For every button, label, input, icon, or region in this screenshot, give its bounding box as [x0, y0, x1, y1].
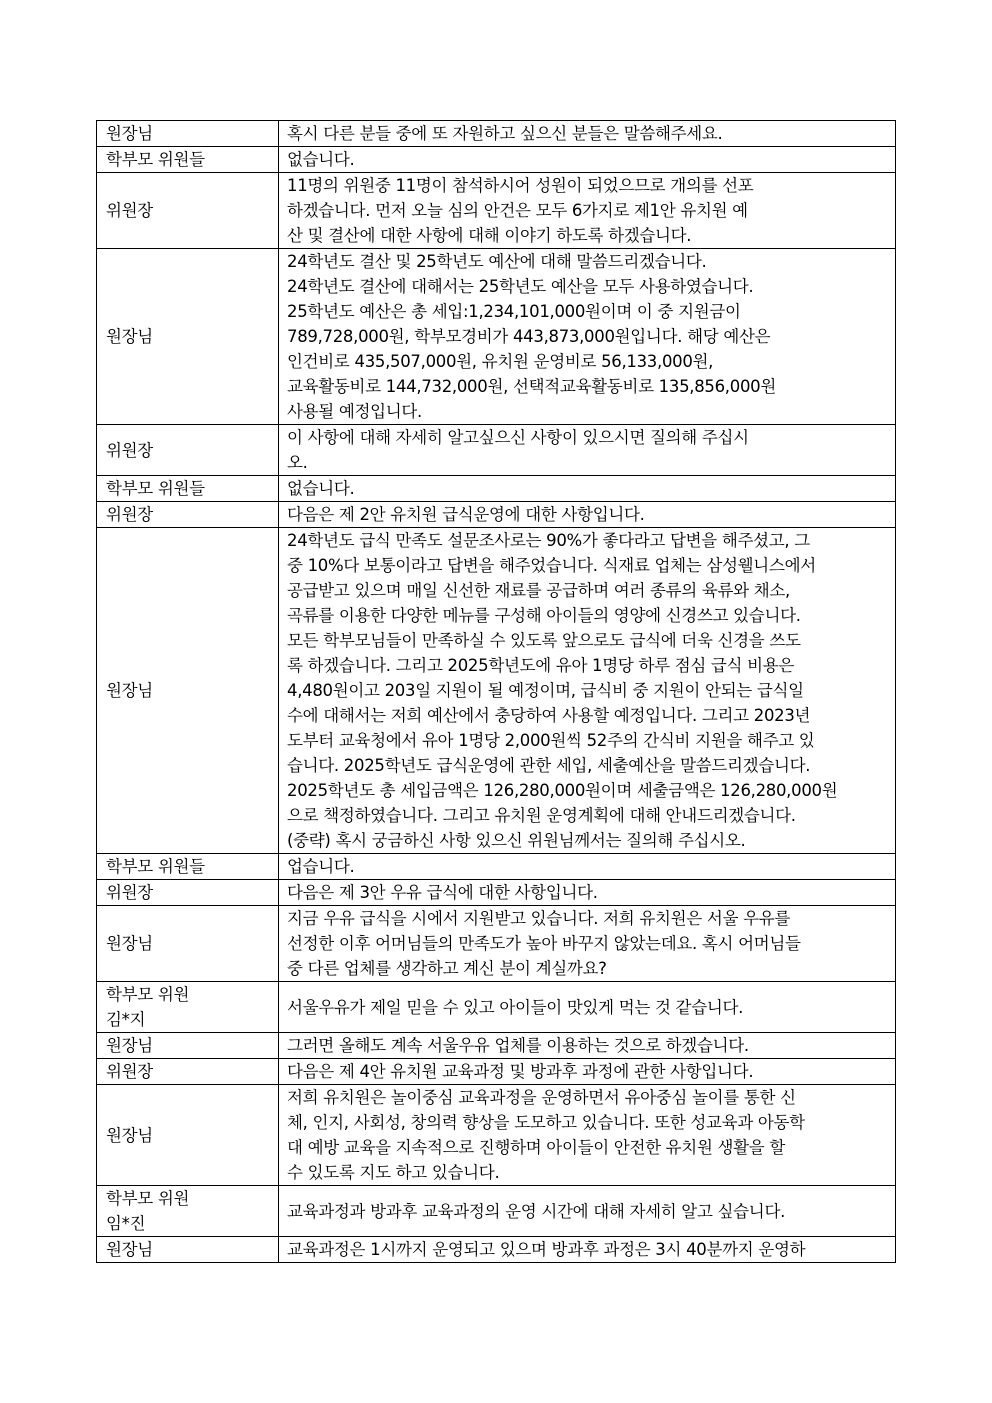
- table-row: [97, 425, 896, 476]
- speaker-label-line: 학부모 위원: [106, 1189, 190, 1208]
- speech-line: 혹시 다른 분들 중에 또 자원하고 싶으신 분들은 말씀해주세요.: [287, 124, 723, 143]
- speech-line: (중략) 혹시 궁금하신 사항 있으신 위원님께서는 질의해 주십시오.: [287, 831, 746, 850]
- speaker-cell: [97, 1059, 279, 1085]
- speech-line: 중 10%다 보통이라고 답변을 해주었습니다. 식재료 업체는 삼성웰니스에서: [287, 556, 816, 575]
- speech-line: 선정한 이후 어머님들의 만족도가 높아 바꾸지 않았는데요. 혹시 어머님들: [287, 934, 801, 953]
- speech-cell: [279, 147, 896, 173]
- speaker-cell: [97, 1186, 279, 1237]
- speech-line: 공급받고 있으며 매일 신선한 재료를 공급하며 여러 종류의 육류와 채소,: [287, 581, 790, 600]
- speech-line: 사용될 예정입니다.: [287, 402, 423, 421]
- speech-cell: [279, 528, 896, 854]
- speech-line: 2025학년도 총 세입금액은 126,280,000원이며 세출금액은 126,280,000원: [287, 781, 838, 800]
- speech-line: 789,728,000원, 학부모경비가 443,873,000원입니다. 해당 예산은: [287, 327, 771, 346]
- speech-line: 25학년도 예산은 총 세입:1,234,101,000원이며 이 중 지원금이: [287, 302, 741, 321]
- speaker-label: 위원장: [106, 505, 153, 524]
- table-row: [97, 1237, 896, 1263]
- speech-line: 도부터 교육청에서 유아 1명당 2,000원씩 52주의 간식비 지원을 해주고 있: [287, 731, 815, 750]
- speaker-cell: [97, 425, 279, 476]
- speech-line: 다음은 제 3안 우유 급식에 대한 사항입니다.: [287, 883, 598, 902]
- speech-cell: [279, 1237, 896, 1263]
- speech-cell: [279, 249, 896, 425]
- minutes-body: [97, 121, 896, 1263]
- speaker-cell: [97, 1033, 279, 1059]
- meeting-minutes-table: [96, 120, 896, 1263]
- speech-line: 수 있도록 지도 하고 있습니다.: [287, 1163, 500, 1182]
- table-row: [97, 982, 896, 1033]
- speaker-label: 위원장: [106, 440, 153, 460]
- speech-cell: [279, 425, 896, 476]
- speaker-label: 원장님: [106, 1125, 153, 1145]
- speech-line: 하겠습니다. 먼저 오늘 심의 안건은 모두 6가지로 제1안 유치원 예: [287, 201, 748, 220]
- speaker-cell: [97, 121, 279, 147]
- speech-cell: [279, 173, 896, 249]
- speech-line: 서울우유가 제일 믿을 수 있고 아이들이 맛있게 먹는 것 같습니다.: [287, 997, 744, 1017]
- speech-line: 대 예방 교육을 지속적으로 진행하며 아이들이 안전한 유치원 생활을 할: [287, 1138, 786, 1157]
- speech-cell: [279, 1085, 896, 1186]
- speech-line: 산 및 결산에 대한 사항에 대해 이야기 하도록 하겠습니다.: [287, 226, 692, 245]
- speaker-label: 원장님: [106, 934, 153, 953]
- speech-line: 습니다. 2025학년도 급식운영에 관한 세입, 세출예산을 말씀드리겠습니다.: [287, 756, 811, 775]
- speaker-cell: [97, 854, 279, 880]
- table-row: [97, 173, 896, 249]
- speaker-label: 위원장: [106, 883, 153, 902]
- table-row: [97, 502, 896, 528]
- speech-line: 수에 대해서는 저희 예산에서 충당하여 사용할 예정입니다. 그리고 2023년: [287, 706, 811, 725]
- speech-cell: [279, 476, 896, 502]
- speech-line: 11명의 위원중 11명이 참석하시어 성원이 되었으므로 개의를 선포: [287, 176, 754, 195]
- speaker-cell: [97, 249, 279, 425]
- speech-line: 지금 우유 급식을 시에서 지원받고 있습니다. 저희 유치원은 서울 우유를: [287, 909, 790, 928]
- speech-line: 교육과정과 방과후 교육과정의 운영 시간에 대해 자세히 알고 싶습니다.: [287, 1201, 786, 1221]
- table-row: [97, 147, 896, 173]
- speech-line: 교육활동비로 144,732,000원, 선택적교육활동비로 135,856,000원: [287, 377, 776, 396]
- speech-line: 교육과정은 1시까지 운영되고 있으며 방과후 과정은 3시 40분까지 운영하: [287, 1240, 806, 1259]
- speech-line: 체, 인지, 사회성, 창의력 향상을 도모하고 있습니다. 또한 성교육과 아동학: [287, 1113, 805, 1132]
- speaker-cell: [97, 476, 279, 502]
- speech-line: 오.: [287, 453, 308, 472]
- speech-line: 없습니다.: [287, 479, 355, 498]
- speaker-label: 원장님: [106, 1036, 153, 1055]
- speaker-label: 학부모 위원들: [106, 857, 205, 876]
- speech-line: 으로 책정하였습니다. 그리고 유치원 운영계획에 대해 안내드리겠습니다.: [287, 806, 796, 825]
- speaker-label: 원장님: [106, 681, 153, 700]
- speech-line: 그러면 올해도 계속 서울우유 업체를 이용하는 것으로 하겠습니다.: [287, 1036, 749, 1055]
- speaker-cell: [97, 906, 279, 982]
- table-row: [97, 1059, 896, 1085]
- speech-line: 24학년도 결산 및 25학년도 예산에 대해 말씀드리겠습니다.: [287, 252, 707, 271]
- speaker-cell: [97, 982, 279, 1033]
- speech-line: 모든 학부모님들이 만족하실 수 있도록 앞으로도 급식에 더욱 신경을 쓰도: [287, 631, 801, 650]
- table-row: [97, 1033, 896, 1059]
- table-row: [97, 1186, 896, 1237]
- speech-line: 없습니다.: [287, 150, 355, 169]
- table-row: [97, 854, 896, 880]
- speech-line: 24학년도 결산에 대해서는 25학년도 예산을 모두 사용하였습니다.: [287, 277, 754, 296]
- speaker-label: 위원장: [106, 1062, 153, 1081]
- speech-cell: [279, 1186, 896, 1237]
- speaker-label: 위원장: [106, 201, 153, 220]
- speech-cell: [279, 906, 896, 982]
- speaker-label: 학부모 위원들: [106, 479, 205, 498]
- table-row: [97, 880, 896, 906]
- speech-line: 다음은 제 4안 유치원 교육과정 및 방과후 과정에 관한 사항입니다.: [287, 1062, 754, 1081]
- speaker-label: 원장님: [106, 124, 153, 143]
- speech-line: 이 사항에 대해 자세히 알고싶으신 사항이 있으시면 질의해 주십시: [287, 428, 749, 447]
- speech-cell: [279, 1033, 896, 1059]
- speech-line: 24학년도 급식 만족도 설문조사로는 90%가 좋다라고 답변을 해주셨고, 그: [287, 531, 810, 550]
- speaker-label: 원장님: [106, 1240, 153, 1259]
- table-row: [97, 249, 896, 425]
- speech-cell: [279, 121, 896, 147]
- table-row: [97, 476, 896, 502]
- speaker-cell: [97, 880, 279, 906]
- speech-cell: [279, 854, 896, 880]
- speech-cell: [279, 880, 896, 906]
- speech-line: 저희 유치원은 놀이중심 교육과정을 운영하면서 유아중심 놀이를 통한 신: [287, 1088, 796, 1107]
- speaker-label: 원장님: [106, 327, 153, 346]
- speaker-label-line: 학부모 위원: [106, 985, 190, 1004]
- table-row: [97, 1085, 896, 1186]
- speech-line: 곡류를 이용한 다양한 메뉴를 구성해 아이들의 영양에 신경쓰고 있습니다.: [287, 606, 801, 625]
- speaker-cell: [97, 173, 279, 249]
- speech-cell: [279, 982, 896, 1033]
- speech-line: 4,480원이고 203일 지원이 될 예정이며, 급식비 중 지원이 안되는 급식일: [287, 681, 804, 700]
- speaker-cell: [97, 147, 279, 173]
- speech-cell: [279, 1059, 896, 1085]
- table-row: [97, 528, 896, 854]
- speaker-label: 학부모 위원들: [106, 150, 205, 169]
- speech-line: 중 다른 업체를 생각하고 계신 분이 계실까요?: [287, 959, 607, 978]
- speaker-label-line: 임*진: [106, 1214, 146, 1233]
- table-row: [97, 906, 896, 982]
- table-row: [97, 121, 896, 147]
- speaker-cell: [97, 1237, 279, 1263]
- speech-line: 록 하겠습니다. 그리고 2025학년도에 유아 1명당 하루 점심 급식 비용은: [287, 656, 795, 675]
- speech-line: 다음은 제 2안 유치원 급식운영에 대한 사항입니다.: [287, 505, 645, 524]
- speaker-label-line: 김*지: [106, 1010, 146, 1029]
- speech-line: 업습니다.: [287, 857, 355, 876]
- speaker-cell: [97, 1085, 279, 1186]
- speaker-cell: [97, 528, 279, 854]
- speaker-cell: [97, 502, 279, 528]
- speech-line: 인건비로 435,507,000원, 유치원 운영비로 56,133,000원,: [287, 352, 714, 371]
- speech-cell: [279, 502, 896, 528]
